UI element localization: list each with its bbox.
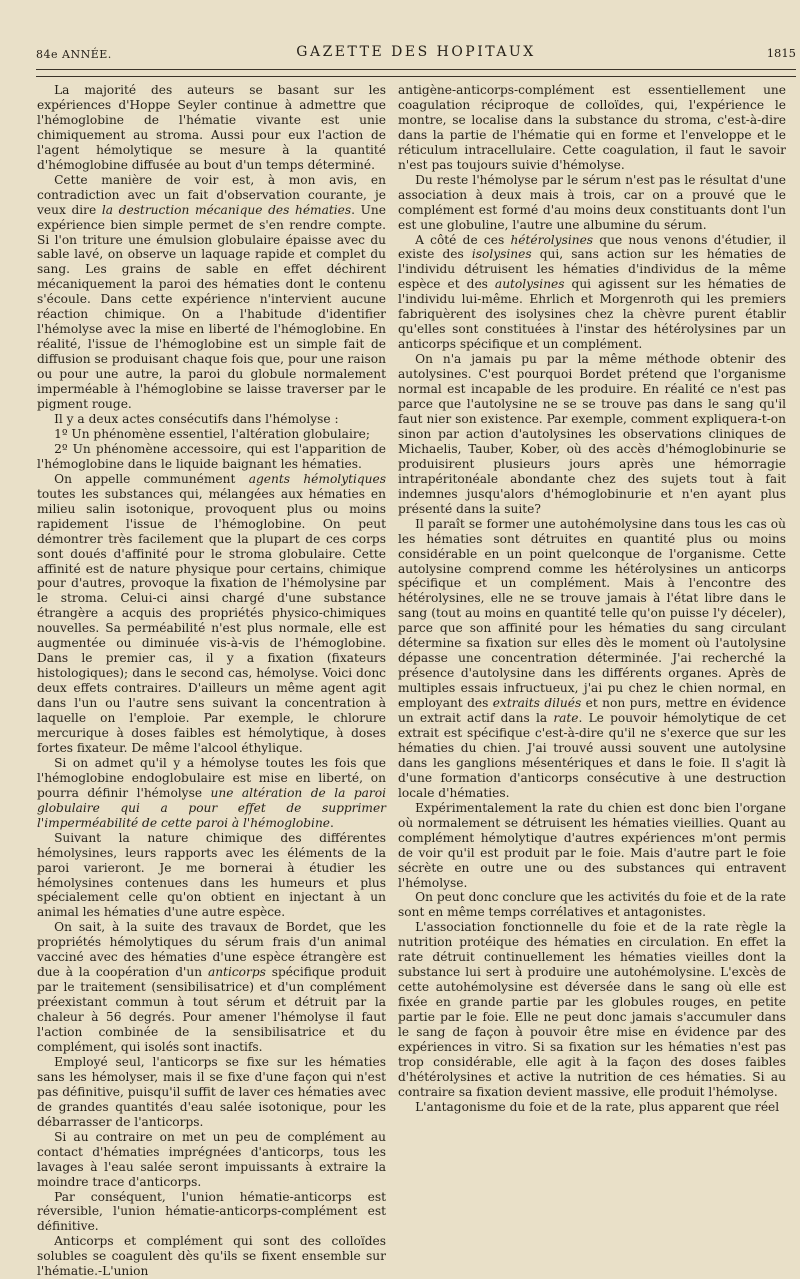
text-run: On appelle communément: [54, 471, 249, 486]
text-run: L'antagonisme du foie et de la rate, plus apparent que réel: [415, 1099, 780, 1114]
paragraph: [37, 83, 386, 173]
text-run: A côté de ces: [415, 232, 511, 247]
text-run: qui, sans action sur les hématies de l'individu détruisent les hématies d'individus de la même espèce et des: [398, 247, 786, 292]
text-run: Du reste l'hémolyse par le sérum n'est pas le résultat d'une association à deux mais à trois, car on a prouvé que le complément est formé d'au moins deux constituants dont l'un est une globuline, l'autre une albumine du sérum.: [398, 172, 786, 232]
page-header: [36, 44, 796, 66]
text-run: qui agissent sur les hématies de l'individu lui-même. Ehrlich et Morgenroth qui les premiers fabriquèrent des isolysines chez la chèvre purent établir qu'elles sont constituées à l'instar des hétérolysines par un anticorps spécifique et un complément.: [398, 277, 786, 352]
paragraph: [37, 173, 386, 412]
paragraph: [398, 517, 786, 801]
paragraph: [37, 472, 386, 756]
header-double-rule: [36, 69, 796, 77]
text-run: .: [330, 815, 334, 830]
text-run: 1º Un phénomène essentiel, l'altération globulaire;: [54, 426, 370, 441]
paragraph: [398, 352, 786, 516]
paragraph: [398, 890, 786, 920]
text-run: On n'a jamais pu par la même méthode obtenir des autolysines. C'est pourquoi Bordet prétend que l'organisme normal est incapable de les produire. En réalité ce n'est pas parce que l'autolysine ne se se trouve pas dans le sang qu'il faut nier son existence. Par exemple, comment expliquera-t-on sinon par action d'autolysines les observations cliniques de Michaelis, Tauber, Kober, où des accès d'hémoglobinurie se produisirent plusieurs jours après une hémorragie intrapéritonéale abondante chez des sujets tout à fait indemnes jusqu'alors d'hémoglobinurie et n'en ayant plus présenté dans la suite?: [398, 352, 786, 516]
right-column: [398, 83, 786, 1129]
text-run: Il paraît se former une autohémolysine dans tous les cas où les hématies sont détruites en quantité plus ou moins considérable en un point quelconque de l'organisme. Cette autolysine comprend comme les hétérolysines un anticorps spécifique et un complément. Mais à l'encontre des hétérolysines, elle ne se trouve jamais à l'état libre dans le sang (tout au moins en quantité telle qu'on puisse l'y déceler), parce que son affinité pour les hématies du sang circulant détermine sa fixation sur elles dès le moment où l'autolysine dépasse une concentration déterminée. J'ai recherché la présence d'autolysine dans les différents organes. Après de multiples essais infructueux, j'ai pu chez le chien normal, en employant des: [398, 516, 786, 711]
text-run: 2º Un phénomène accessoire, qui est l'apparition de l'hémoglobine dans le liquide baignant les hématies.: [37, 441, 386, 471]
text-run: antigène-anticorps-complément est essentiellement une coagulation réciproque de colloïdes, qui, l'expérience le montre, se localise dans la substance du stroma, c'est-à-dire dans la partie de l'hématie qui en forme et l'enveloppe et le réticulum intracellulaire. Cette coagulation, il faut le savoir n'est pas toujours suivie d'hémolyse.: [398, 83, 786, 172]
italic-text: la destruction mécanique des hématies: [101, 202, 352, 217]
paragraph: [398, 920, 786, 1099]
text-run: spécifique produit par le traitement (sensibilisatrice) et d'un complément préexistant commun à tout sérum et détruit par la chaleur à 56 degrés. Pour amener l'hémolyse il faut l'action combinée de la sensibilisatrice et du complément, qui isolés sont inactifs.: [37, 965, 386, 1054]
text-run: Employé seul, l'anticorps se fixe sur les hématies sans les hémolyser, mais il se fixe d'une façon qui n'est pas définitive, puisqu'il suffit de laver ces hématies avec de grandes quantités d'eau salée isotonique, pour les débarrasser de l'anticorps.: [37, 1054, 386, 1129]
text-run: On peut donc conclure que les activités du foie et de la rate sont en même temps corrélatives et antagonistes.: [398, 890, 786, 920]
paragraph: [37, 1130, 386, 1190]
text-run: . Le pouvoir hémolytique de cet extrait est spécifique c'est-à-dire qu'il ne s'exerce que sur les hématies du chien. J'ai trouvé aussi souvent une autolysine dans les ganglions mésentériques et dans le foie. Il s'agit là d'une formation d'anticorps consécutive à une destruction locale d'hématies.: [398, 711, 786, 800]
text-run: Cette manière de voir est, à mon avis, en contradiction avec un fait d'observation courante, je veux dire: [37, 172, 386, 217]
paragraph: [398, 83, 786, 173]
text-run: que nous venons d'étudier, il existe des: [398, 232, 786, 262]
paragraph: [37, 920, 386, 1055]
issue-label: 84e ANNÉE.: [36, 48, 112, 61]
italic-text: rate: [553, 711, 579, 726]
italic-text: une altération de la paroi globulaire qui a pour effet de supprimer l'imperméabilité de cette paroi à l'hémoglobine: [37, 785, 386, 830]
italic-text: agents hémolytiques: [248, 471, 386, 486]
text-run: La majorité des auteurs se basant sur les expériences d'Hoppe Seyler continue à admettre que l'hémoglobine de l'hématie vivante est unie chimiquement au stroma. Aussi pour eux l'action de l'agent hémolytique se mesure à la quantité d'hémoglobine diffusée au bout d'un temps déterminé.: [37, 83, 386, 172]
left-column: [37, 83, 386, 1279]
paragraph: [37, 1190, 386, 1235]
paragraph: [37, 756, 386, 831]
text-run: On sait, à la suite des travaux de Bordet, que les propriétés hémolytiques du sérum frais d'un animal vacciné avec des hématies d'une espèce étrangère est due à la coopération d'un: [37, 920, 386, 980]
paragraph: [398, 173, 786, 233]
italic-text: isolysines: [471, 247, 532, 262]
italic-text: autolysines: [494, 277, 565, 292]
paragraph: [37, 412, 386, 427]
journal-title: GAZETTE DES HOPITAUX: [296, 44, 536, 60]
text-run: Il y a deux actes consécutifs dans l'hémolyse :: [54, 411, 339, 426]
text-run: Si on admet qu'il y a hémolyse toutes les fois que l'hémoglobine endoglobulaire est mise en liberté, on pourra définir l'hémolyse: [37, 755, 386, 800]
italic-text: extraits dilués: [492, 696, 582, 711]
text-run: Suivant la nature chimique des différentes hémolysines, leurs rapports avec les éléments de la paroi varieront. Je me bornerai à étudier les hémolysines contenues dans les humeurs et plus spécialement celle qu'on obtient en injectant à un animal les hématies d'une autre espèce.: [37, 830, 386, 920]
italic-text: anticorps: [207, 965, 266, 980]
text-run: . Une expérience bien simple permet de s'en rendre compte. Si l'on triture une émulsion globulaire épaisse avec du sable lavé, on observe un laquage rapide et complet du sang. Les grains de sable en effet déchirent mécaniquement la paroi des hématies dont le contenu s'écoule. Dans cette expérience n'intervient aucune réaction chimique. On a l'habitude d'identifier l'hémolyse avec la mise en liberté de l'hémoglobine. En réalité, l'issue de l'hémoglobine est un simple fait de diffusion se produisant chaque fois que, pour une raison ou pour une autre, la paroi du globule normalement imperméable à l'hémoglobine se laisse traverser par le pigment rouge.: [37, 202, 386, 412]
paragraph: [37, 427, 386, 442]
text-run: Anticorps et complément qui sont des colloïdes solubles se coagulent dès qu'ils se fixent ensemble sur l'hématie.-L'union: [37, 1234, 386, 1279]
text-run: L'association fonctionnelle du foie et de la rate règle la nutrition protéique des hématies en circulation. En effet la rate détruit continuellement les hématies vieilles dont la substance lui sert à produire une autohémolysine. L'excès de cette autohémolysine est déversée dans le sang où elle est fixée en grande partie par les globules rouges, en petite partie par le foie. Elle ne peut donc jamais s'accumuler dans le sang de façon à pouvoir être mise en évidence par des expériences in vitro. Si sa fixation sur les hématies n'est pas trop considérable, elle agit à la façon des doses faibles d'hétérolysines et active la nutrition de ces hématies. Si au contraire sa fixation devient massive, elle produit l'hémolyse.: [398, 920, 786, 1099]
paragraph: [398, 1100, 786, 1115]
paragraph: [37, 442, 386, 472]
text-run: et non purs, mettre en évidence un extrait actif dans la: [398, 696, 786, 726]
paragraph: [37, 1234, 386, 1279]
paragraph: [398, 233, 786, 353]
page-number: 1815: [766, 46, 796, 60]
text-run: toutes les substances qui, mélangées aux hématies en milieu salin isotonique, provoquent plus ou moins rapidement l'issue de l'hémoglobine. On peut démontrer très facilement que la plupart de ces corps sont doués d'affinité pour le stroma globulaire. Cette affinité est de nature physique pour certains, chimique pour d'autres, provoque la fixation de l'hémolysine par le stroma. Celui-ci ainsi chargé d'une substance étrangère a acquis des propriétés physico-chimiques nouvelles. Sa perméabilité n'est plus normale, elle est augmentée ou diminuée vis-à-vis de l'hémoglobine. Dans le premier cas, il y a fixation (fixateurs histologiques); dans le second cas, hémolyse. Voici donc deux effets contraires. D'ailleurs un même agent agit dans l'un ou l'autre sens suivant la concentration à laquelle on l'emploie. Par exemple, le chlorure mercurique à doses faibles est hémolytique, à doses fortes fixateur. De même l'alcool éthylique.: [37, 486, 386, 755]
paragraph: [398, 801, 786, 891]
text-run: Expérimentalement la rate du chien est donc bien l'organe où normalement se détruisent les hématies vieillies. Quant au complément hémolytique d'autres expériences m'ont permis de voir qu'il est produit par le foie. Mais d'autre part le foie sécrète en outre une ou des substances qui entravent l'hémolyse.: [398, 800, 786, 890]
paragraph: [37, 1055, 386, 1130]
paragraph: [37, 831, 386, 921]
text-run: Par conséquent, l'union hématie-anticorps est réversible, l'union hématie-anticorps-complément est définitive.: [37, 1189, 386, 1234]
italic-text: hétérolysines: [510, 232, 594, 247]
text-run: Si au contraire on met un peu de complément au contact d'hématies imprégnées d'anticorps, tous les lavages à l'eau salée seront impuissants à extraire la moindre trace d'anticorps.: [37, 1129, 386, 1189]
